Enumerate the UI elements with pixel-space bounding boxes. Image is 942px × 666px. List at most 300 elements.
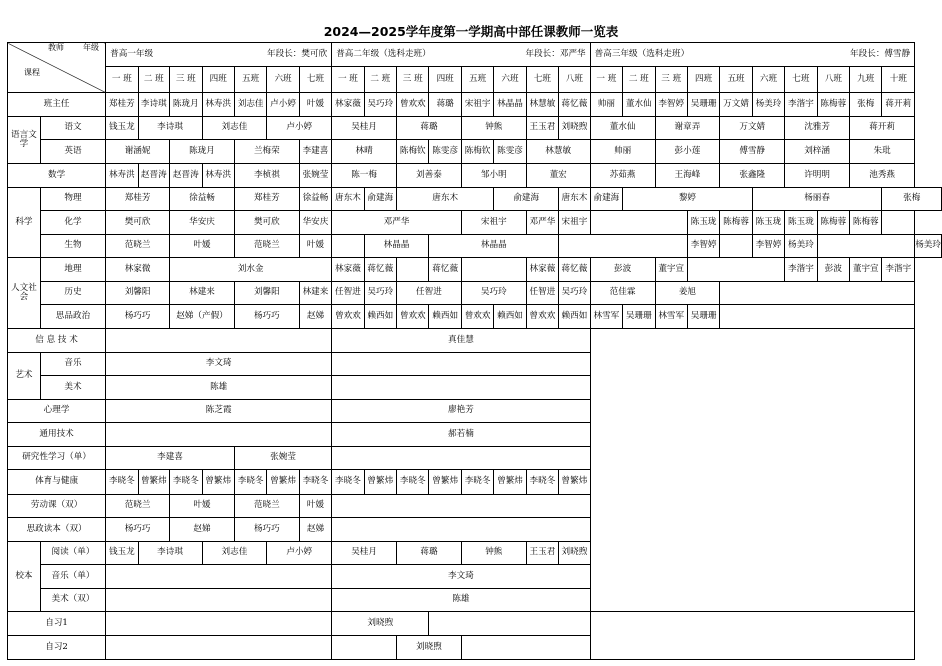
teacher-cell: 吴桂月 [332,117,397,140]
teacher-cell: 杨丽春 [752,188,882,211]
corner-header-cell [8,43,106,93]
teacher-cell: 曾繁炜 [138,470,170,495]
class-header: 二 班 [138,67,170,93]
teacher-cell: 刘晓煦 [559,542,591,565]
teacher-cell: 俞建海 [494,188,559,211]
row-label: 思品政治 [40,305,105,329]
class-header: 二 班 [623,67,655,93]
teacher-cell: 钱玉龙 [106,542,138,565]
teacher-cell: 曾繁炜 [364,470,396,495]
teacher-cell: 李智婷 [655,93,687,117]
it-row [8,329,942,353]
teacher-cell: 张梅 [882,188,942,211]
class-header: 三 班 [397,67,429,93]
row-label: 地理 [40,258,105,282]
teacher-cell: 吴珊珊 [687,305,719,329]
teacher-cell: 宋祖宇 [559,211,591,235]
class-header: 七班 [785,67,817,93]
teacher-cell: 陈梅蓉 [720,211,752,235]
teacher-cell: 任智进 [332,282,364,305]
teacher-cell: 万文婧 [720,93,752,117]
class-header: 十班 [882,67,915,93]
class-header: 六班 [267,67,299,93]
empty-block [590,612,915,660]
teacher-cell: 万文婧 [720,117,785,140]
class-header: 四班 [202,67,234,93]
teacher-cell: 邓严华 [332,211,462,235]
teacher-cell: 陈雯彦 [429,140,461,164]
teacher-cell: 李诗琪 [138,542,202,565]
teacher-cell: 李诗琪 [138,117,202,140]
group-label-lang: 语言文学 [8,117,41,164]
teacher-cell: 叶媛 [299,93,331,117]
grade2-name: 普高二年级（选科走班） [336,48,431,59]
teacher-cell: 林家薇 [332,258,364,282]
row-label: 研究性学习（单） [8,447,106,470]
teacher-cell: 邓严华 [526,211,558,235]
teacher-cell: 李晓冬 [332,470,364,495]
class-header: 一 班 [590,67,622,93]
teacher-cell: 许明明 [785,164,850,188]
teacher-cell: 钱玉龙 [106,117,138,140]
teacher-cell: 范晓兰 [234,235,299,258]
teacher-cell: 华安庆 [299,211,331,235]
teacher-corner-label: 教师 [48,43,64,52]
teacher-cell: 唐东木 [332,188,364,211]
teacher-cell: 蒋开莉 [882,93,915,117]
teacher-cell: 宋祖宇 [461,93,493,117]
class-header: 七班 [526,67,558,93]
row-label: 英语 [40,140,105,164]
empty-cell [817,235,915,258]
teacher-cell: 林晶晶 [429,235,559,258]
teacher-cell: 林慧敏 [526,140,590,164]
teacher-cell: 李智婷 [752,235,784,258]
teacher-cell: 郝若楠 [332,423,590,447]
teacher-cell: 林寿洪 [202,164,234,188]
teacher-cell: 林建来 [299,282,331,305]
teacher-cell: 赖西如 [494,305,526,329]
teacher-cell: 刘馨阳 [234,282,299,305]
teacher-cell: 杨巧巧 [106,518,170,542]
teacher-cell: 赵娣（产假） [170,305,235,329]
teacher-cell: 陈芝霞 [106,400,332,423]
empty-cell [720,305,915,329]
teacher-cell: 陈玉珑 [687,211,719,235]
teacher-cell: 郑桂芳 [106,188,170,211]
class-header: 四班 [687,67,719,93]
teacher-cell: 董水仙 [590,117,655,140]
chemistry-row [8,211,942,235]
teacher-cell: 钟熊 [461,542,526,565]
teacher-cell: 卢小婷 [267,117,332,140]
teacher-cell: 苏茹燕 [590,164,655,188]
teacher-cell: 李湝宇 [882,258,915,282]
grade2-header [332,43,590,67]
teacher-cell: 吴巧玲 [461,282,526,305]
class-header: 九班 [850,67,882,93]
empty-cell [332,353,590,376]
teacher-cell: 彭波 [590,258,655,282]
teacher-cell: 曾繁炜 [559,470,591,495]
grade3-name: 普高三年级（选科走班） [594,48,690,59]
class-header: 七班 [299,67,331,93]
row-label: 自习1 [8,612,106,636]
class-header-row [8,67,942,93]
teacher-cell: 真佳慧 [332,329,590,353]
grade3-header [590,43,915,67]
empty-cell [461,636,590,660]
teacher-cell: 吴巧玲 [364,93,396,117]
empty-cell [106,565,332,589]
biology-row [8,235,942,258]
teacher-cell: 王玉君 [526,542,558,565]
teacher-cell: 陈雄 [106,376,332,400]
grade1-name: 普高一年级 [110,48,154,59]
empty-cell [106,423,332,447]
empty-cell [720,282,915,305]
row-label: 劳动课（双） [8,495,106,518]
grade1-leader: 年段长：樊可欣 [267,48,328,59]
teacher-cell: 刘志佳 [234,93,266,117]
row-label: 语文 [40,117,105,140]
teacher-cell: 林晶晶 [494,93,526,117]
teacher-cell: 董宇宣 [850,258,882,282]
teacher-cell: 刘馨阳 [106,282,170,305]
teacher-cell: 樊可欣 [234,211,299,235]
teacher-cell: 李晓冬 [397,470,429,495]
teacher-cell: 华安庆 [170,211,235,235]
teacher-cell: 李晓冬 [234,470,266,495]
row-label: 通用技术 [8,423,106,447]
class-header: 六班 [494,67,526,93]
teacher-cell: 林家薇 [526,258,558,282]
teacher-cell: 蒋忆薇 [364,258,396,282]
teacher-cell: 陈梅钦 [397,140,429,164]
teacher-cell: 陈梅钦 [461,140,493,164]
empty-cell [332,235,364,258]
empty-cell [106,329,332,353]
teacher-cell: 徐益畅 [170,188,235,211]
teacher-cell: 叶媛 [299,235,331,258]
grade1-header [106,43,332,67]
class-header: 五班 [234,67,266,93]
empty-cell [559,235,688,258]
teacher-cell: 叶媛 [170,495,235,518]
teacher-cell: 赵晋涛 [170,164,202,188]
teacher-cell: 曾繁炜 [494,470,526,495]
teacher-cell: 任智进 [397,282,462,305]
teacher-cell: 叶媛 [299,495,331,518]
row-label: 班主任 [8,93,106,117]
class-header: 四班 [429,67,461,93]
teacher-cell: 朱玭 [850,140,915,164]
course-corner-label: 课程 [24,68,40,77]
teacher-cell: 李建喜 [299,140,331,164]
row-label: 美术（双） [40,589,105,612]
teacher-cell: 唐东木 [397,188,494,211]
empty-cell [332,495,590,518]
teacher-cell: 任智进 [526,282,558,305]
history-row [8,282,942,305]
teacher-cell: 杨巧巧 [234,518,299,542]
teacher-cell: 郑桂芳 [106,93,138,117]
math-row [8,164,942,188]
empty-cell [882,211,915,235]
teacher-cell: 赵娣 [299,518,331,542]
class-header: 二 班 [364,67,396,93]
teacher-cell: 陈梅蓉 [817,211,849,235]
teacher-cell: 曾欢欢 [526,305,558,329]
teacher-cell: 杨巧巧 [234,305,299,329]
row-label: 心理学 [8,400,106,423]
teacher-cell: 陈一梅 [332,164,397,188]
empty-cell [332,376,590,400]
group-label-art: 艺术 [8,353,41,400]
teacher-cell: 李晓冬 [526,470,558,495]
class-header: 一 班 [106,67,138,93]
teacher-cell: 林寿洪 [106,164,138,188]
empty-cell [720,235,752,258]
teacher-cell: 刘志佳 [202,117,267,140]
empty-cell [106,636,332,660]
empty-cell [590,211,687,235]
teacher-cell: 林建来 [170,282,235,305]
teacher-cell: 范佳霖 [590,282,655,305]
geography-row [8,258,942,282]
teacher-cell: 王海峰 [655,164,720,188]
teacher-cell: 刘水金 [170,258,332,282]
class-header: 三 班 [170,67,202,93]
empty-block [590,329,915,612]
teacher-cell: 郑桂芳 [234,188,299,211]
teacher-cell: 卢小婷 [267,93,299,117]
teacher-cell: 李建喜 [106,447,235,470]
teacher-cell: 董宇宣 [655,258,687,282]
teacher-cell: 谢涵妮 [106,140,170,164]
teacher-cell: 李湝宇 [785,93,817,117]
teacher-cell: 陈梅蓉 [817,93,849,117]
teacher-cell: 赵娣 [299,305,331,329]
politics-row [8,305,942,329]
teacher-cell: 陈雯彦 [494,140,526,164]
teacher-cell: 曾欢欢 [397,93,429,117]
teacher-cell: 蒋璐 [397,117,462,140]
teacher-cell: 林家微 [106,258,170,282]
row-label: 音乐 [40,353,105,376]
teacher-cell: 林雪军 [655,305,687,329]
teacher-cell: 帅丽 [590,93,622,117]
class-header: 五班 [461,67,493,93]
group-label-school: 校本 [8,542,41,612]
teacher-cell: 李文琦 [332,565,590,589]
teacher-cell: 傅雪静 [720,140,785,164]
teacher-cell: 曾繁炜 [202,470,234,495]
teacher-cell: 叶媛 [170,235,235,258]
teacher-cell: 李桢祺 [234,164,299,188]
chinese-row [8,117,942,140]
teacher-cell: 吴桂月 [332,542,397,565]
empty-cell [106,612,332,636]
teacher-cell: 曾欢欢 [332,305,364,329]
teacher-cell: 陈珑月 [170,140,235,164]
teacher-cell: 林晴 [332,140,397,164]
teacher-cell: 刘善泰 [397,164,462,188]
teacher-cell: 刘梓涵 [785,140,850,164]
teacher-cell: 宋祖宇 [461,211,526,235]
grade-corner-label: 年级 [83,43,99,52]
teacher-cell: 彭小莲 [655,140,720,164]
row-label: 阅读（单） [40,542,105,565]
teacher-cell: 陈玉珑 [752,211,784,235]
teacher-cell: 兰梅荣 [234,140,299,164]
teacher-cell: 赖西如 [429,305,461,329]
teacher-cell: 林家薇 [332,93,364,117]
teacher-cell: 蒋忆薇 [559,93,591,117]
empty-cell [687,258,784,282]
row-label: 音乐（单） [40,565,105,589]
physics-row [8,188,942,211]
teacher-cell: 陈雄 [332,589,590,612]
teacher-cell: 姜旭 [655,282,720,305]
teacher-cell: 杨美玲 [752,93,784,117]
homeroom-row [8,93,942,117]
teacher-cell: 蒋开莉 [850,117,915,140]
teacher-cell: 张婉莹 [299,164,331,188]
row-label: 化学 [40,211,105,235]
grade2-leader: 年段长：邓严华 [525,48,586,59]
empty-cell [429,612,590,636]
teacher-cell: 范晓兰 [234,495,299,518]
english-row [8,140,942,164]
teacher-cell: 林寿洪 [202,93,234,117]
teacher-cell: 林晶晶 [364,235,429,258]
empty-cell [332,636,397,660]
teacher-cell: 吴巧玲 [559,282,591,305]
page-title: 2024—2025学年度第一学期高中部任课教师一览表 [323,24,619,39]
class-header: 三 班 [655,67,687,93]
teacher-cell: 李晓冬 [106,470,138,495]
teacher-cell: 刘志佳 [202,542,267,565]
class-header: 八班 [817,67,849,93]
teacher-cell: 蒋璐 [397,542,462,565]
teacher-cell: 吴珊珊 [687,93,719,117]
teacher-cell: 蒋忆薇 [559,258,591,282]
teacher-cell: 曾欢欢 [461,305,493,329]
teacher-table [7,42,942,660]
teacher-cell: 陈梅蓉 [850,211,882,235]
teacher-cell: 曾欢欢 [397,305,429,329]
class-header: 一 班 [332,67,364,93]
empty-cell [332,518,590,542]
teacher-cell: 李晓冬 [299,470,331,495]
teacher-cell: 赵娣 [170,518,235,542]
teacher-cell: 蒋忆薇 [429,258,461,282]
teacher-cell: 沈雅芳 [785,117,850,140]
teacher-cell: 赖西如 [559,305,591,329]
teacher-cell: 杨美玲 [785,235,817,258]
teacher-cell: 廖艳芳 [332,400,590,423]
teacher-cell: 张婉莹 [234,447,331,470]
teacher-cell: 刘晓煦 [559,117,591,140]
teacher-cell: 刘晓煦 [332,612,429,636]
teacher-cell: 李智婷 [687,235,719,258]
empty-cell [106,589,332,612]
teacher-cell: 杨巧巧 [106,305,170,329]
group-label-science: 科学 [8,188,41,258]
teacher-cell: 池秀燕 [850,164,915,188]
class-header: 五班 [720,67,752,93]
teacher-cell: 卢小婷 [267,542,332,565]
empty-cell [461,258,526,282]
empty-cell [397,258,429,282]
teacher-cell: 蒋璐 [429,93,461,117]
row-label: 数学 [8,164,106,188]
teacher-cell: 林慧敏 [526,93,558,117]
empty-cell [332,447,590,470]
teacher-cell: 谢章弄 [655,117,720,140]
row-label: 物理 [40,188,105,211]
teacher-cell: 吴巧玲 [364,282,396,305]
teacher-cell: 邹小明 [461,164,526,188]
teacher-cell: 陈玉珑 [785,211,817,235]
teacher-cell: 俞建海 [364,188,396,211]
row-label: 思政读本（双） [8,518,106,542]
class-header: 六班 [752,67,784,93]
teacher-cell: 彭波 [817,258,849,282]
teacher-cell: 王玉君 [526,117,558,140]
teacher-cell: 李诗琪 [138,93,170,117]
teacher-cell: 李晓冬 [461,470,493,495]
teacher-cell: 范晓兰 [106,495,170,518]
teacher-cell: 吴珊珊 [623,305,655,329]
teacher-cell: 樊可欣 [106,211,170,235]
group-label-social: 人文社会 [8,258,41,329]
class-header: 八班 [559,67,591,93]
row-label: 信 息 技 术 [8,329,106,353]
teacher-cell: 刘晓煦 [397,636,462,660]
teacher-cell: 杨美玲 [915,235,942,258]
teacher-cell: 李湝宇 [785,258,817,282]
teacher-cell: 张梅 [850,93,882,117]
teacher-cell: 陈珑月 [170,93,202,117]
row-label: 体育与健康 [8,470,106,495]
teacher-cell: 范晓兰 [106,235,170,258]
teacher-cell: 赵晋涛 [138,164,170,188]
teacher-cell: 林雪军 [590,305,622,329]
teacher-cell: 赖西如 [364,305,396,329]
teacher-cell: 董水仙 [623,93,655,117]
teacher-cell: 李晓冬 [170,470,202,495]
grade3-leader: 年段长：傅雪静 [850,48,911,59]
teacher-cell: 俞建海 [590,188,622,211]
teacher-cell: 曾繁炜 [267,470,299,495]
row-label: 生物 [40,235,105,258]
row-label: 美术 [40,376,105,400]
teacher-cell: 帅丽 [590,140,655,164]
row-label: 自习2 [8,636,106,660]
teacher-cell: 曾繁炜 [429,470,461,495]
teacher-cell: 董宏 [526,164,590,188]
self1-row [8,612,942,636]
row-label: 历史 [40,282,105,305]
teacher-cell: 李文琦 [106,353,332,376]
teacher-cell: 徐益畅 [299,188,331,211]
teacher-cell: 张鑫隆 [720,164,785,188]
teacher-cell: 黎婷 [623,188,753,211]
teacher-cell: 唐东木 [559,188,591,211]
teacher-cell: 钟熊 [461,117,526,140]
